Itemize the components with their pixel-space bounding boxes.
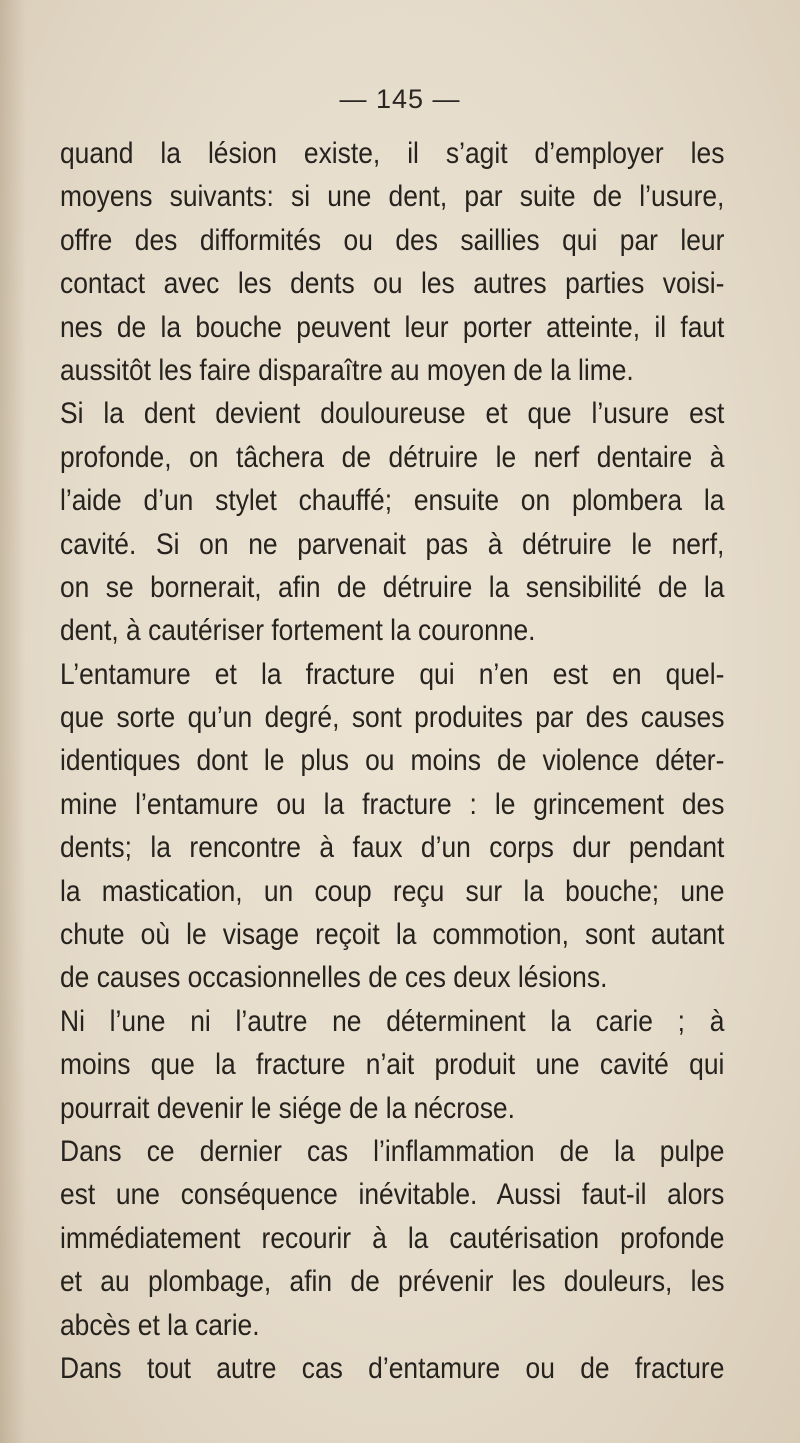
text-line: mine l’entamure ou la fracture : le grincement des	[60, 787, 725, 821]
text-line: quand la lésion existe, il s’agit d’employer les	[60, 137, 725, 170]
text-line: pourrait devenir le siége de la nécrose.	[60, 1091, 515, 1125]
text-line: contact avec les dents ou les autres parties voisi-	[60, 267, 725, 301]
text-line: moyens suivants: si une dent, par suite de l’usure,	[60, 180, 725, 214]
text-line: on se bornerait, afin de détruire la sensibilité de la	[60, 570, 725, 604]
text-line: est une conséquence inévitable. Aussi faut-il alors	[60, 1178, 725, 1212]
text-line: cavité. Si on ne parvenait pas à détruire le nerf,	[60, 527, 725, 561]
text-line: dent, à cautériser fortement la couronne.	[60, 614, 536, 648]
text-line: moins que la fracture n’ait produit une cavité qui	[60, 1048, 725, 1082]
text-line: Dans ce dernier cas l’inflammation de la pulpe	[60, 1134, 725, 1168]
text-line: profonde, on tâchera de détruire le nerf dentaire à	[60, 440, 725, 474]
text-line: nes de la bouche peuvent leur porter atteinte, il faut	[60, 310, 725, 344]
text-line: que sorte qu’un degré, sont produites par des causes	[60, 701, 725, 735]
text-line: de causes occasionnelles de ces deux lésions.	[60, 961, 608, 995]
text-line: abcès et la carie.	[60, 1308, 260, 1342]
text-line: aussitôt les faire disparaître au moyen de la lime.	[60, 353, 634, 387]
text-line: Dans tout autre cas d’entamure ou de fracture	[60, 1351, 725, 1385]
text-line: chute où le visage reçoit la commotion, sont autant	[60, 918, 725, 952]
text-line: immédiatement recourir à la cautérisation profonde	[60, 1221, 725, 1255]
text-line: Si la dent devient douloureuse et que l’usure est	[60, 397, 725, 431]
text-line: dents; la rencontre à faux d’un corps dur pendant	[60, 831, 725, 865]
text-line: identiques dont le plus ou moins de violence déter-	[60, 744, 725, 778]
text-line: offre des difformités ou des saillies qui par leur	[60, 223, 725, 257]
text-line: l’aide d’un stylet chauffé; ensuite on plombera la	[60, 484, 725, 518]
text-line: Ni l’une ni l’autre ne déterminent la carie ; à	[60, 1004, 725, 1038]
text-line: la mastication, un coup reçu sur la bouche; une	[60, 874, 725, 908]
text-line: L’entamure et la fracture qui n’en est en quel-	[60, 657, 725, 691]
page-number: — 145 —	[339, 84, 461, 114]
body-text	[60, 132, 724, 1390]
text-line: et au plombage, afin de prévenir les douleurs, les	[60, 1265, 725, 1299]
